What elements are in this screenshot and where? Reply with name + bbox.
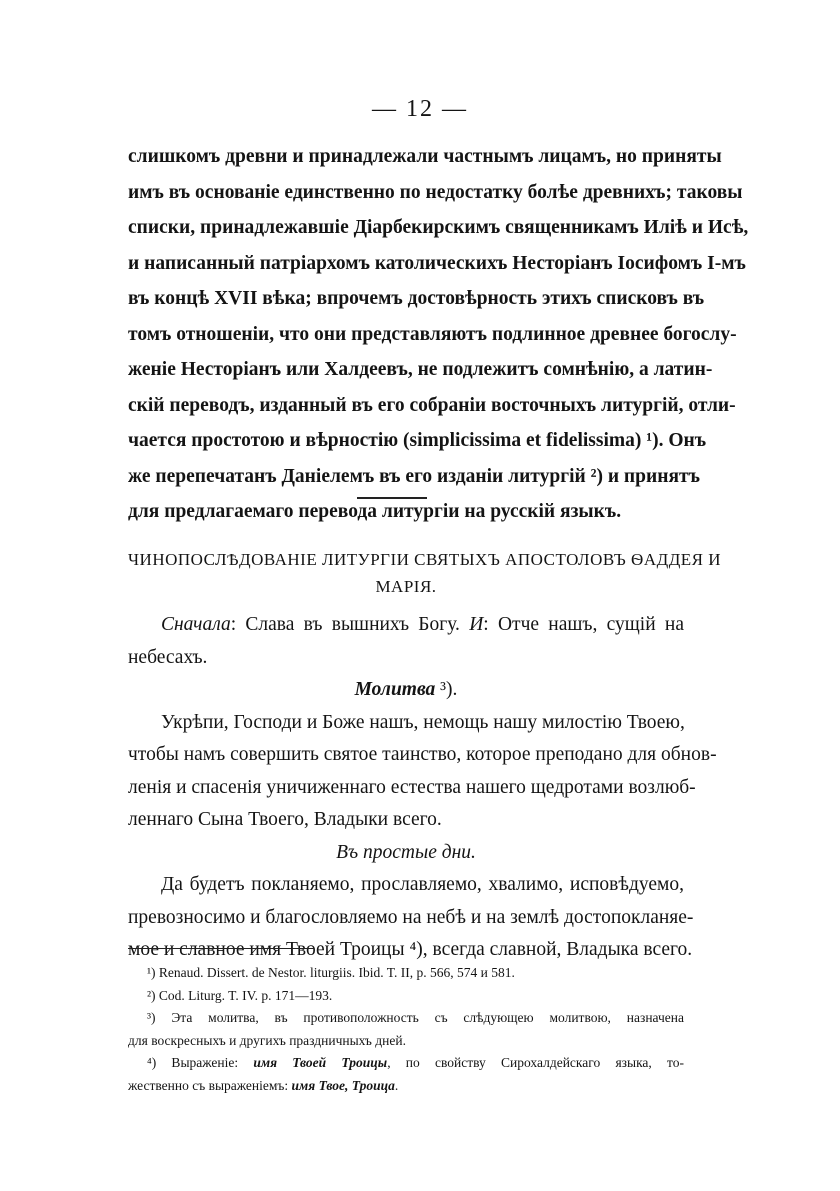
footnote-text: ⁴) Выраженіе:	[147, 1055, 254, 1070]
intro-line: для предлагаемаго перевода литургіи на русскій языкъ.	[128, 501, 622, 522]
prayer-line: чтобы намъ совершить святое таинство, которое преподано для обнов-	[128, 744, 717, 765]
footnote-text: жественно съ выраженіемъ:	[128, 1077, 292, 1093]
intro-line: въ концѣ XVII вѣка; впрочемъ достовѣрность этихъ списковъ въ	[128, 288, 705, 309]
footnote-text: , по свойству Сирохалдейскаго языка, то-	[387, 1055, 684, 1070]
footnote-3: ³) Эта молитва, въ противоположность съ слѣдующею молитвою, назначена	[147, 1010, 684, 1025]
intro-line: томъ отношеніи, что они представляютъ подлинное древнее богослу-	[128, 323, 737, 345]
intro-line: чается простотою и вѣрностію (simplicissima et fidelissima) ¹). Онъ	[128, 430, 707, 451]
prayer-title	[128, 674, 684, 707]
doxology-line: превозносимо и благословляемо на небѣ и на землѣ достопокланяе-	[128, 906, 694, 928]
liturgy-body	[128, 609, 717, 967]
weekday-title: Въ простые дни.	[336, 841, 476, 863]
heading-line: МАРІЯ.	[375, 577, 437, 596]
opening-label: И	[469, 614, 484, 635]
doxology-note: ⁴)	[409, 939, 423, 960]
intro-line: имъ въ основаніе единственно по недостатку болѣе древнихъ; таковы	[128, 181, 743, 203]
intro-line: списки, принадлежавшіе Діарбекирскимъ священникамъ Иліѣ и Исѣ,	[128, 217, 749, 238]
intro-line: же перепечатанъ Даніелемъ въ его изданіи литургій ²) и принятъ	[128, 465, 700, 487]
opening-text: : Слава въ вышнихъ Богу.	[230, 614, 470, 635]
footnote-phrase: имя Твоей Троицы	[253, 1055, 388, 1070]
footnote-text: .	[394, 1077, 399, 1093]
footnote-4-continued	[128, 1075, 684, 1098]
prayer-line: Укрѣпи, Господи и Боже нашъ, немощь нашу милостію Твоею,	[161, 711, 685, 733]
doxology-text: , всегда славной, Владыка всего.	[422, 939, 693, 960]
opening-line	[128, 609, 684, 642]
liturgy-heading	[128, 546, 722, 600]
prayer-line: леннаго Сына Твоего, Владыки всего.	[128, 809, 442, 830]
footnote-divider	[128, 948, 314, 949]
intro-line: и написанный патріархомъ католическихъ Несторіанъ Іосифомъ I-мъ	[128, 252, 746, 274]
heading-line: ЧИНОПОСЛѢДОВАНІЕ ЛИТУРГІИ СВЯТЫХЪ АПОСТОЛОВЪ ѲАДДЕЯ И	[128, 550, 722, 569]
footnote-2: ²) Cod. Liturg. T. IV. p. 171—193.	[147, 987, 333, 1003]
footnote-4	[128, 1052, 684, 1075]
footnote-3-continued: для воскресныхъ и другихъ праздничныхъ дней.	[128, 1032, 406, 1048]
opening-label: Сначала	[161, 614, 231, 635]
intro-paragraph	[128, 139, 749, 530]
section-divider	[357, 497, 427, 499]
page-number: — 12 —	[372, 96, 468, 122]
opening-line: небесахъ.	[128, 646, 208, 668]
prayer-note: ³).	[440, 679, 458, 700]
footnotes	[128, 962, 684, 1097]
opening-text: : Отче нашъ, сущій на	[483, 614, 685, 635]
footnote-phrase: имя Твое, Троица	[291, 1077, 395, 1093]
intro-line: женіе Несторіанъ или Халдеевъ, не подлежитъ сомнѣнію, а латин-	[128, 359, 713, 380]
intro-line: скій переводъ, изданный въ его собраніи восточныхъ литургій, отли-	[128, 394, 736, 416]
doxology-line: Да будетъ покланяемо, прославляемо, хвалимо, исповѣдуемо,	[161, 874, 684, 895]
doxology-text: мое и славное имя Твоей Троицы	[128, 939, 410, 960]
intro-line: слишкомъ древни и принадлежали частнымъ лицамъ, но приняты	[128, 146, 722, 167]
prayer-line: ленія и спасенія уничиженнаго естества нашего щедротами возлюб-	[128, 776, 696, 798]
footnote-1: ¹) Renaud. Dissert. de Nestor. liturgiis. Ibid. T. II, p. 566, 574 и 581.	[147, 965, 515, 980]
prayer-title-text: Молитва	[354, 679, 436, 700]
